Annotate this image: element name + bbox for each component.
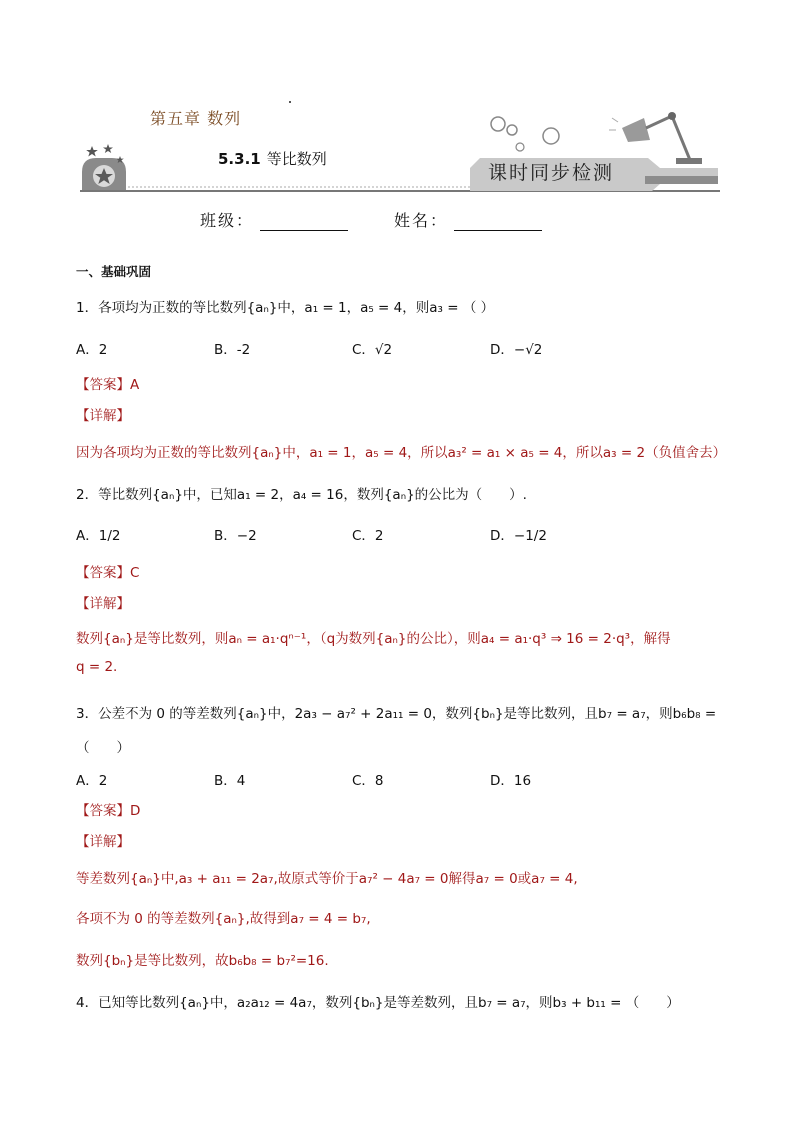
q1-answer: [76, 373, 139, 393]
banner-title: 课时同步检测: [488, 162, 615, 184]
q3-answer-value: D: [130, 803, 141, 819]
q1-answer-value: A: [130, 377, 140, 393]
question-2-stem: 2．等比数列{aₙ}中，已知a₁ = 2，a₄ = 16，数列{aₙ}的公比为（ ）.: [76, 487, 527, 503]
q3-option-a: A．2: [76, 773, 108, 789]
part-title: 一、基础巩固: [76, 264, 152, 279]
q3-answer: 【答案】D: [76, 803, 141, 819]
q2-option-a: A．1/2: [76, 528, 121, 544]
q3-detail-line2: 各项不为 0 的等差数列{aₙ},故得到a₇ = 4 = b₇,: [76, 911, 371, 927]
class-blank: [260, 212, 348, 231]
name-field: [394, 208, 542, 231]
class-field: [200, 208, 348, 231]
header-decoration: [0, 0, 794, 200]
class-label: 班级：: [200, 211, 255, 230]
name-blank: [454, 212, 542, 231]
question-4-stem: 4．已知等比数列{aₙ}中，a₂a₁₂ = 4a₇，数列{bₙ}是等差数列，且b₇ = a₇，则b₃ + b₁₁ = （ ）: [76, 995, 680, 1011]
q3-detail-line3: 数列{bₙ}是等比数列，故b₆b₈ = b₇²=16.: [76, 953, 329, 969]
q3-option-b: B．4: [214, 773, 246, 789]
section-name: 等比数列: [266, 150, 327, 168]
q2-answer-value: C: [130, 565, 140, 581]
q2-option-d: D．−1/2: [490, 528, 547, 544]
section-number: 5.3.1: [218, 150, 261, 168]
q1-option-c: C．√2: [352, 342, 393, 358]
q1-option-a: A．2: [76, 342, 108, 358]
q3-detail-label: 【详解】: [76, 834, 130, 850]
q3-detail-line1: 等差数列{aₙ}中,a₃ + a₁₁ = 2a₇,故原式等价于a₇² − 4a₇ = 0解得a₇ = 0或a₇ = 4,: [76, 871, 578, 887]
q2-answer: 【答案】C: [76, 565, 140, 581]
q2-detail-line1: 数列{aₙ}是等比数列，则aₙ = a₁·qⁿ⁻¹，（q为数列{aₙ}的公比），则a₄ = a₁·q³ ⇒ 16 = 2·q³，解得: [76, 631, 671, 647]
desk-lamp-icon: [609, 112, 702, 164]
q3-option-d: D．16: [490, 773, 532, 789]
q1-option-b: B．-2: [214, 342, 251, 358]
section-title: [218, 148, 327, 169]
q1-detail-label: 【详解】: [76, 408, 130, 424]
q2-detail-line2: q = 2.: [76, 659, 118, 675]
q3-option-c: C．8: [352, 773, 384, 789]
star-badge-icon: [82, 144, 126, 190]
q2-detail-label: 【详解】: [76, 596, 130, 612]
chapter-title: 第五章 数列: [150, 109, 242, 128]
q1-option-d: D．−√2: [490, 342, 543, 358]
answer-label: 【答案】: [76, 377, 130, 393]
q2-option-c: C．2: [352, 528, 384, 544]
question-1-stem: 1．各项均为正数的等比数列{aₙ}中，a₁ = 1，a₅ = 4，则a₃ = （ ）: [76, 300, 495, 316]
q2-option-b: B．−2: [214, 528, 257, 544]
question-3-stem-line2: （ ）: [76, 740, 130, 756]
question-3-stem-line1: 3．公差不为 0 的等差数列{aₙ}中，2a₃ − a₇² + 2a₁₁ = 0，数列{bₙ}是等比数列，且b₇ = a₇，则b₆b₈ =: [76, 706, 717, 722]
name-label: 姓名：: [394, 211, 449, 230]
q1-detail: 因为各项均为正数的等比数列{aₙ}中，a₁ = 1，a₅ = 4，所以a₃² = a₁ × a₅ = 4，所以a₃ = 2（负值舍去）: [76, 445, 727, 461]
